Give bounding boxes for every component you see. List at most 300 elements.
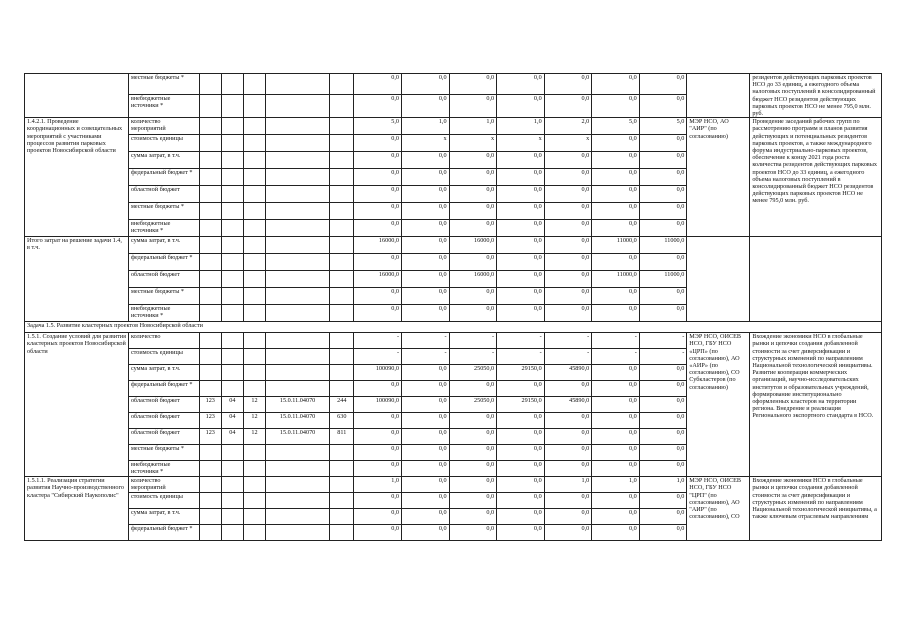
value-cell: 0,0 [592, 525, 640, 541]
value-cell: 0,0 [354, 254, 402, 271]
value-cell: 25050,0 [449, 397, 497, 413]
budget-code-cell [221, 203, 243, 220]
value-cell: 0,0 [497, 509, 545, 525]
budget-code-cell: 12 [243, 429, 265, 445]
value-cell: 0,0 [592, 461, 640, 477]
budget-code-cell [243, 445, 265, 461]
budget-code-cell: 811 [330, 429, 354, 445]
value-cell: 0,0 [544, 509, 592, 525]
value-cell: 0,0 [592, 493, 640, 509]
value-cell: 0,0 [354, 381, 402, 397]
indicator-cell: количество мероприятий [128, 118, 199, 135]
budget-code-cell [221, 169, 243, 186]
value-cell: 0,0 [592, 288, 640, 305]
value-cell: 0,0 [449, 186, 497, 203]
value-cell: 0,0 [544, 95, 592, 118]
value-cell: 0,0 [639, 397, 687, 413]
value-cell: 29150,0 [497, 365, 545, 381]
budget-code-cell [221, 152, 243, 169]
value-cell: 0,0 [449, 288, 497, 305]
value-cell: 0,0 [497, 493, 545, 509]
budget-code-cell [199, 509, 221, 525]
value-cell: 1,0 [544, 477, 592, 493]
budget-code-cell [243, 118, 265, 135]
activity-cell: Итого затрат на решение задачи 1.4, в т.ч. [25, 237, 129, 322]
value-cell: 0,0 [544, 305, 592, 322]
value-cell: 0,0 [449, 95, 497, 118]
budget-code-cell [221, 271, 243, 288]
value-cell: 16000,0 [449, 271, 497, 288]
value-cell: 0,0 [402, 397, 450, 413]
executor-cell: МЭР НСО, ОИСЕВ НСО, ГБУ НСО «ЦРП» (по согласованию), АО «АИР» (по согласованию), СО Субкластеров (по согласованию) [687, 333, 750, 477]
budget-code-cell [199, 135, 221, 152]
budget-code-cell [266, 203, 330, 220]
budget-code-cell [199, 525, 221, 541]
value-cell: 0,0 [639, 509, 687, 525]
value-cell: 0,0 [449, 525, 497, 541]
value-cell: 0,0 [592, 135, 640, 152]
result-cell: Вхождение экономики НСО в глобальные рынки и цепочки создания добавленной стоимости за счет диверсификации и структурных изменений по направлениям Национальной технологической инициативы. Развитие кооперации коммерческих организаций, научно-исследовательских институтов и образовательных учреждений, формирование институционально оформленных кластеров на территории региона. Внедрение и реализация Регионального экспортного стандарта в НСО. [750, 333, 882, 477]
budget-code-cell [221, 118, 243, 135]
value-cell: 0,0 [639, 95, 687, 118]
value-cell: 0,0 [497, 525, 545, 541]
value-cell: x [402, 135, 450, 152]
budget-code-cell [199, 288, 221, 305]
value-cell: 0,0 [354, 95, 402, 118]
budget-code-cell: 15.0.11.04070 [266, 413, 330, 429]
value-cell: 0,0 [639, 203, 687, 220]
budget-code-cell: 04 [221, 397, 243, 413]
value-cell: 1,0 [354, 477, 402, 493]
value-cell: 29150,0 [497, 397, 545, 413]
value-cell: - [497, 333, 545, 349]
budget-code-cell [221, 445, 243, 461]
value-cell: 0,0 [544, 413, 592, 429]
value-cell: - [354, 333, 402, 349]
value-cell: 2,0 [544, 118, 592, 135]
value-cell: 0,0 [449, 461, 497, 477]
budget-code-cell [266, 381, 330, 397]
value-cell: 0,0 [497, 95, 545, 118]
budget-code-cell [199, 461, 221, 477]
value-cell: 1,0 [402, 118, 450, 135]
indicator-cell: областной бюджет [128, 397, 199, 413]
budget-code-cell [330, 237, 354, 254]
budget-code-cell [330, 271, 354, 288]
budget-code-cell [266, 525, 330, 541]
value-cell: 0,0 [639, 525, 687, 541]
budget-code-cell [266, 74, 330, 95]
indicator-cell: стоимость единицы [128, 349, 199, 365]
budget-code-cell [266, 95, 330, 118]
value-cell: 0,0 [639, 186, 687, 203]
value-cell: 0,0 [402, 220, 450, 237]
value-cell: 0,0 [497, 220, 545, 237]
budget-code-cell: 123 [199, 429, 221, 445]
value-cell: 0,0 [592, 95, 640, 118]
value-cell: 0,0 [544, 152, 592, 169]
budget-code-cell [266, 271, 330, 288]
budget-code-cell [221, 288, 243, 305]
value-cell: 0,0 [544, 271, 592, 288]
budget-code-cell [199, 203, 221, 220]
budget-code-cell [266, 509, 330, 525]
value-cell: 0,0 [592, 169, 640, 186]
value-cell: 0,0 [354, 203, 402, 220]
value-cell: 0,0 [497, 152, 545, 169]
value-cell: 0,0 [592, 220, 640, 237]
value-cell: 0,0 [449, 169, 497, 186]
result-cell: резидентов действующих парковых проектов НСО до 33 единиц, а ежегодного объема налоговых поступлений в консолидированный бюджет НСО резидентов действующих парковых проектов НСО не менее 795,0 млн. руб. [750, 74, 882, 118]
value-cell: 0,0 [354, 220, 402, 237]
value-cell: 0,0 [592, 74, 640, 95]
document-sheet [24, 73, 882, 541]
value-cell: 0,0 [544, 445, 592, 461]
value-cell: 0,0 [592, 445, 640, 461]
budget-code-cell [266, 135, 330, 152]
executor-cell: МЭР НСО, АО "АИР" (по согласованию) [687, 118, 750, 237]
value-cell: 1,0 [639, 477, 687, 493]
budget-code-cell: 123 [199, 397, 221, 413]
budget-code-cell [199, 477, 221, 493]
value-cell: 11000,0 [592, 271, 640, 288]
indicator-cell: количество мероприятий [128, 477, 199, 493]
budget-code-cell [199, 74, 221, 95]
value-cell: 0,0 [449, 220, 497, 237]
value-cell: 1,0 [497, 118, 545, 135]
value-cell: 0,0 [544, 288, 592, 305]
budget-code-cell [330, 445, 354, 461]
value-cell: 0,0 [497, 237, 545, 254]
budget-code-cell [221, 493, 243, 509]
budget-code-cell [266, 461, 330, 477]
value-cell: 0,0 [449, 203, 497, 220]
budget-code-cell [330, 477, 354, 493]
budget-code-cell [330, 333, 354, 349]
budget-code-cell [199, 95, 221, 118]
value-cell: 0,0 [402, 413, 450, 429]
value-cell: 0,0 [402, 203, 450, 220]
value-cell: 0,0 [592, 203, 640, 220]
budget-code-cell [330, 349, 354, 365]
budget-code-cell [199, 333, 221, 349]
value-cell: 0,0 [402, 305, 450, 322]
value-cell: 0,0 [402, 381, 450, 397]
value-cell: 0,0 [402, 169, 450, 186]
budget-code-cell [266, 493, 330, 509]
value-cell: 0,0 [402, 271, 450, 288]
budget-code-cell [221, 95, 243, 118]
value-cell: x [544, 135, 592, 152]
budget-code-cell [330, 203, 354, 220]
budget-code-cell [330, 118, 354, 135]
value-cell: 0,0 [449, 305, 497, 322]
budget-code-cell [221, 365, 243, 381]
value-cell: 0,0 [449, 493, 497, 509]
value-cell: 0,0 [497, 254, 545, 271]
table-row [25, 118, 882, 135]
budget-code-cell [330, 525, 354, 541]
value-cell: 0,0 [592, 397, 640, 413]
value-cell: 0,0 [639, 461, 687, 477]
value-cell: 0,0 [592, 413, 640, 429]
budget-code-cell [199, 186, 221, 203]
budget-code-cell [243, 186, 265, 203]
table-row [25, 333, 882, 349]
budget-code-cell [199, 152, 221, 169]
budget-code-cell [330, 95, 354, 118]
budget-code-cell: 123 [199, 413, 221, 429]
indicator-cell: стоимость единицы [128, 493, 199, 509]
value-cell: - [354, 349, 402, 365]
value-cell: 0,0 [497, 203, 545, 220]
indicator-cell: сумма затрат, в т.ч. [128, 152, 199, 169]
budget-code-cell [221, 477, 243, 493]
budget-code-cell [266, 152, 330, 169]
value-cell: 0,0 [639, 288, 687, 305]
budget-code-cell [243, 349, 265, 365]
indicator-cell: областной бюджет [128, 271, 199, 288]
value-cell: 0,0 [592, 186, 640, 203]
value-cell: 0,0 [402, 254, 450, 271]
value-cell: 45890,0 [544, 397, 592, 413]
value-cell: 0,0 [544, 74, 592, 95]
budget-code-cell: 12 [243, 397, 265, 413]
result-cell [750, 237, 882, 322]
budget-code-cell [221, 135, 243, 152]
value-cell: 0,0 [354, 288, 402, 305]
budget-code-cell: 15.0.11.04070 [266, 397, 330, 413]
budget-code-cell [243, 135, 265, 152]
budget-code-cell [330, 74, 354, 95]
budget-code-cell [266, 365, 330, 381]
budget-code-cell [330, 365, 354, 381]
value-cell: 0,0 [639, 413, 687, 429]
value-cell: 0,0 [354, 429, 402, 445]
executor-cell [687, 237, 750, 322]
value-cell: 0,0 [354, 305, 402, 322]
value-cell: 0,0 [402, 509, 450, 525]
value-cell: 0,0 [449, 509, 497, 525]
value-cell: 0,0 [497, 461, 545, 477]
budget-code-cell [330, 381, 354, 397]
value-cell: 0,0 [639, 169, 687, 186]
budget-code-cell: 12 [243, 413, 265, 429]
value-cell: 5,0 [354, 118, 402, 135]
budget-code-cell [199, 305, 221, 322]
budget-code-cell [266, 169, 330, 186]
value-cell: - [402, 333, 450, 349]
value-cell: - [544, 333, 592, 349]
value-cell: 0,0 [544, 525, 592, 541]
value-cell: 0,0 [544, 186, 592, 203]
value-cell: 5,0 [592, 118, 640, 135]
value-cell: 0,0 [354, 413, 402, 429]
table-body [25, 74, 882, 541]
value-cell: 0,0 [402, 186, 450, 203]
budget-code-cell [221, 381, 243, 397]
value-cell: 0,0 [639, 365, 687, 381]
value-cell: 0,0 [639, 493, 687, 509]
budget-code-cell [221, 254, 243, 271]
budget-code-cell [266, 305, 330, 322]
value-cell: 0,0 [402, 429, 450, 445]
value-cell: 0,0 [449, 74, 497, 95]
value-cell: 0,0 [544, 254, 592, 271]
value-cell: 0,0 [402, 525, 450, 541]
budget-code-cell [199, 220, 221, 237]
budget-code-cell: 15.0.11.04070 [266, 429, 330, 445]
value-cell: 0,0 [639, 152, 687, 169]
value-cell: 11000,0 [639, 237, 687, 254]
value-cell: - [402, 349, 450, 365]
indicator-cell: внебюджетные источники * [128, 95, 199, 118]
value-cell: 0,0 [402, 461, 450, 477]
budget-code-cell [221, 509, 243, 525]
value-cell: 100090,0 [354, 397, 402, 413]
value-cell: - [639, 333, 687, 349]
budget-code-cell [243, 169, 265, 186]
value-cell: 0,0 [639, 254, 687, 271]
value-cell: 0,0 [592, 254, 640, 271]
indicator-cell: местные бюджеты * [128, 203, 199, 220]
budget-code-cell [330, 288, 354, 305]
activity-cell [25, 74, 129, 118]
value-cell: 0,0 [592, 429, 640, 445]
value-cell: 0,0 [497, 186, 545, 203]
value-cell: 0,0 [544, 169, 592, 186]
executor-cell [687, 74, 750, 118]
value-cell: - [592, 349, 640, 365]
value-cell: 0,0 [497, 429, 545, 445]
budget-code-cell [243, 477, 265, 493]
value-cell: 1,0 [592, 477, 640, 493]
value-cell: 0,0 [354, 74, 402, 95]
value-cell: 16000,0 [449, 237, 497, 254]
executor-cell: МЭР НСО, ОИСЕВ НСО, ГБУ НСО "ЦРП" (по согласованию), АО "АИР" (по согласованию), СО [687, 477, 750, 541]
budget-code-cell [243, 525, 265, 541]
value-cell: 0,0 [402, 152, 450, 169]
budget-code-cell [221, 186, 243, 203]
budget-code-cell [199, 271, 221, 288]
budget-code-cell: 630 [330, 413, 354, 429]
value-cell: 0,0 [402, 288, 450, 305]
indicator-cell: федеральный бюджет * [128, 381, 199, 397]
value-cell: 0,0 [497, 288, 545, 305]
indicator-cell: сумма затрат, в т.ч. [128, 237, 199, 254]
value-cell: 0,0 [544, 461, 592, 477]
indicator-cell: областной бюджет [128, 186, 199, 203]
value-cell: 0,0 [639, 429, 687, 445]
budget-code-cell [243, 288, 265, 305]
value-cell: 0,0 [497, 381, 545, 397]
value-cell: 0,0 [354, 493, 402, 509]
indicator-cell: внебюджетные источники * [128, 220, 199, 237]
budget-code-cell [221, 305, 243, 322]
value-cell: 0,0 [354, 509, 402, 525]
budget-code-cell [221, 525, 243, 541]
indicator-cell: сумма затрат, в т.ч. [128, 509, 199, 525]
result-cell: Проведение заседаний рабочих групп по рассмотрению программ и планов развития действующих и потенциальных резидентов парковых проектов, а также международного форума индустриально-парковых проектов, обеспечение к концу 2021 года роста количества резидентов действующих парковых проектов НСО до 33 единиц, а ежегодного объема налоговых поступлений в консолидированный бюджет НСО резидентов действующих парковых проектов НСО не менее 795,0 млн. руб. [750, 118, 882, 237]
budget-code-cell [221, 349, 243, 365]
budget-code-cell [266, 254, 330, 271]
budget-code-cell [243, 493, 265, 509]
value-cell: 0,0 [449, 254, 497, 271]
budget-code-cell [199, 445, 221, 461]
value-cell: 0,0 [402, 445, 450, 461]
value-cell: 0,0 [639, 381, 687, 397]
value-cell: 100090,0 [354, 365, 402, 381]
budget-code-cell [266, 118, 330, 135]
table-row [25, 74, 882, 95]
budget-code-cell [221, 333, 243, 349]
budget-code-cell [266, 445, 330, 461]
activity-cell: 1.5.1. Создание условий для развития кластерных проектов Новосибирской области [25, 333, 129, 477]
value-cell: 0,0 [639, 445, 687, 461]
value-cell: 0,0 [402, 493, 450, 509]
value-cell: 0,0 [402, 365, 450, 381]
value-cell: 0,0 [449, 381, 497, 397]
budget-code-cell [266, 220, 330, 237]
program-table [24, 73, 882, 541]
task-header: Задача 1.5. Развитие кластерных проектов Новосибирской области [25, 322, 882, 333]
indicator-cell: количество [128, 333, 199, 349]
value-cell: 0,0 [402, 477, 450, 493]
budget-code-cell [330, 169, 354, 186]
budget-code-cell [330, 152, 354, 169]
budget-code-cell [199, 118, 221, 135]
budget-code-cell [330, 305, 354, 322]
indicator-cell: внебюджетные источники * [128, 305, 199, 322]
value-cell: 0,0 [354, 186, 402, 203]
value-cell: 0,0 [354, 525, 402, 541]
value-cell: - [544, 349, 592, 365]
indicator-cell: сумма затрат, в т.ч. [128, 365, 199, 381]
budget-code-cell: 04 [221, 429, 243, 445]
value-cell: 0,0 [449, 429, 497, 445]
indicator-cell: федеральный бюджет * [128, 169, 199, 186]
indicator-cell: местные бюджеты * [128, 74, 199, 95]
budget-code-cell [199, 254, 221, 271]
activity-cell: 1.5.1.1. Реализация стратегии развития Научно-производственного кластера "Сибирский Наукополис" [25, 477, 129, 541]
value-cell: x [497, 135, 545, 152]
value-cell: 0,0 [544, 429, 592, 445]
budget-code-cell [243, 152, 265, 169]
value-cell: 0,0 [449, 445, 497, 461]
value-cell: 0,0 [639, 305, 687, 322]
value-cell: 11000,0 [592, 237, 640, 254]
budget-code-cell [199, 365, 221, 381]
budget-code-cell [243, 74, 265, 95]
indicator-cell: местные бюджеты * [128, 288, 199, 305]
budget-code-cell [330, 220, 354, 237]
budget-code-cell [199, 349, 221, 365]
budget-code-cell [330, 186, 354, 203]
value-cell: 0,0 [497, 74, 545, 95]
value-cell: 0,0 [544, 381, 592, 397]
budget-code-cell [243, 254, 265, 271]
budget-code-cell [243, 381, 265, 397]
indicator-cell: областной бюджет [128, 429, 199, 445]
value-cell: 0,0 [497, 305, 545, 322]
value-cell: 16000,0 [354, 237, 402, 254]
indicator-cell: стоимость единицы [128, 135, 199, 152]
value-cell: - [449, 333, 497, 349]
table-row [25, 237, 882, 254]
value-cell: 0,0 [544, 493, 592, 509]
indicator-cell: внебюджетные источники * [128, 461, 199, 477]
value-cell: 0,0 [544, 237, 592, 254]
